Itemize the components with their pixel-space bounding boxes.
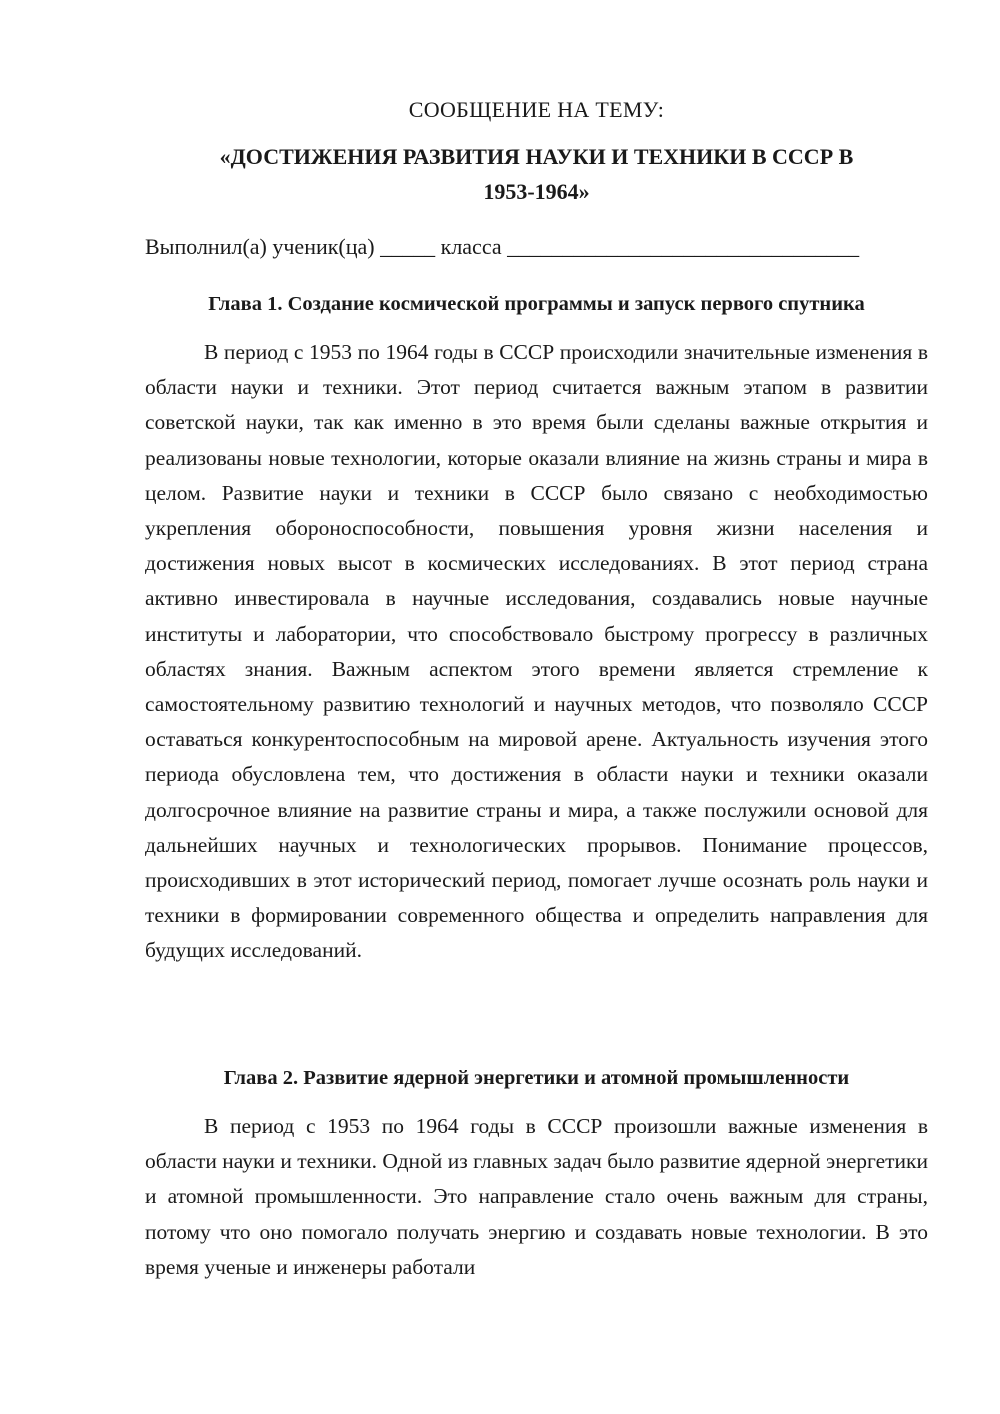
document-title-line-2: «ДОСТИЖЕНИЯ РАЗВИТИЯ НАУКИ И ТЕХНИКИ В СССР В [219,144,854,169]
grade-blank: _____ [380,234,436,259]
name-blank: ________________________________ [507,234,860,259]
chapter-1-paragraph: В период с 1953 по 1964 годы в СССР происходили значительные изменения в области науки и техники. Этот период считается важным этапом в развитии советской науки, так как именно в это время были сделаны важные открытия и реализованы новые технологии, которые оказали влияние на жизнь страны и мира в целом. Развитие науки и техники в СССР было связано с необходимостью укрепления обороноспособности, повышения уровня жизни населения и достижения новых высот в космических исследованиях. В этот период страна активно инвестировала в научные исследования, создавались новые научные институты и лаборатории, что способствовало быстрому прогрессу в различных областях знания. Важным аспектом этого времени является стремление к самостоятельному развитию технологий и научных методов, что позволяло СССР оставаться конкурентоспособным на мировой арене. Актуальность изучения этого периода обусловлена тем, что достижения в области науки и техники оказали долгосрочное влияние на развитие страны и мира, а также послужили основой для дальнейших научных и технологических прорывов. Понимание процессов, происходивших в этот исторический период, помогает лучше осознать роль науки и техники в формировании современного общества и определить направления для будущих исследований. [145,340,928,963]
chapter-2-heading: Глава 2. Развитие ядерной энергетики и атомной промышленности [223,1067,850,1089]
chapter-2-paragraph: В период с 1953 по 1964 годы в СССР произошли важные изменения в области науки и техники. Одной из главных задач было развитие ядерной энергетики и атомной промышленности. Это направление стало очень важным для страны, потому что оно помогало получать энергию и создавать новые технологии. В это время ученые и инженеры работали [145,1114,928,1279]
document-title-line-1: СООБЩЕНИЕ НА ТЕМУ: [408,97,665,122]
document-title-line-3: 1953-1964» [483,179,590,204]
author-line [145,232,928,262]
author-label: Выполнил(а) ученик(ца) [145,234,375,259]
class-label: класса [440,234,502,259]
chapter-1-heading: Глава 1. Создание космической программы и запуск первого спутника [208,293,865,315]
